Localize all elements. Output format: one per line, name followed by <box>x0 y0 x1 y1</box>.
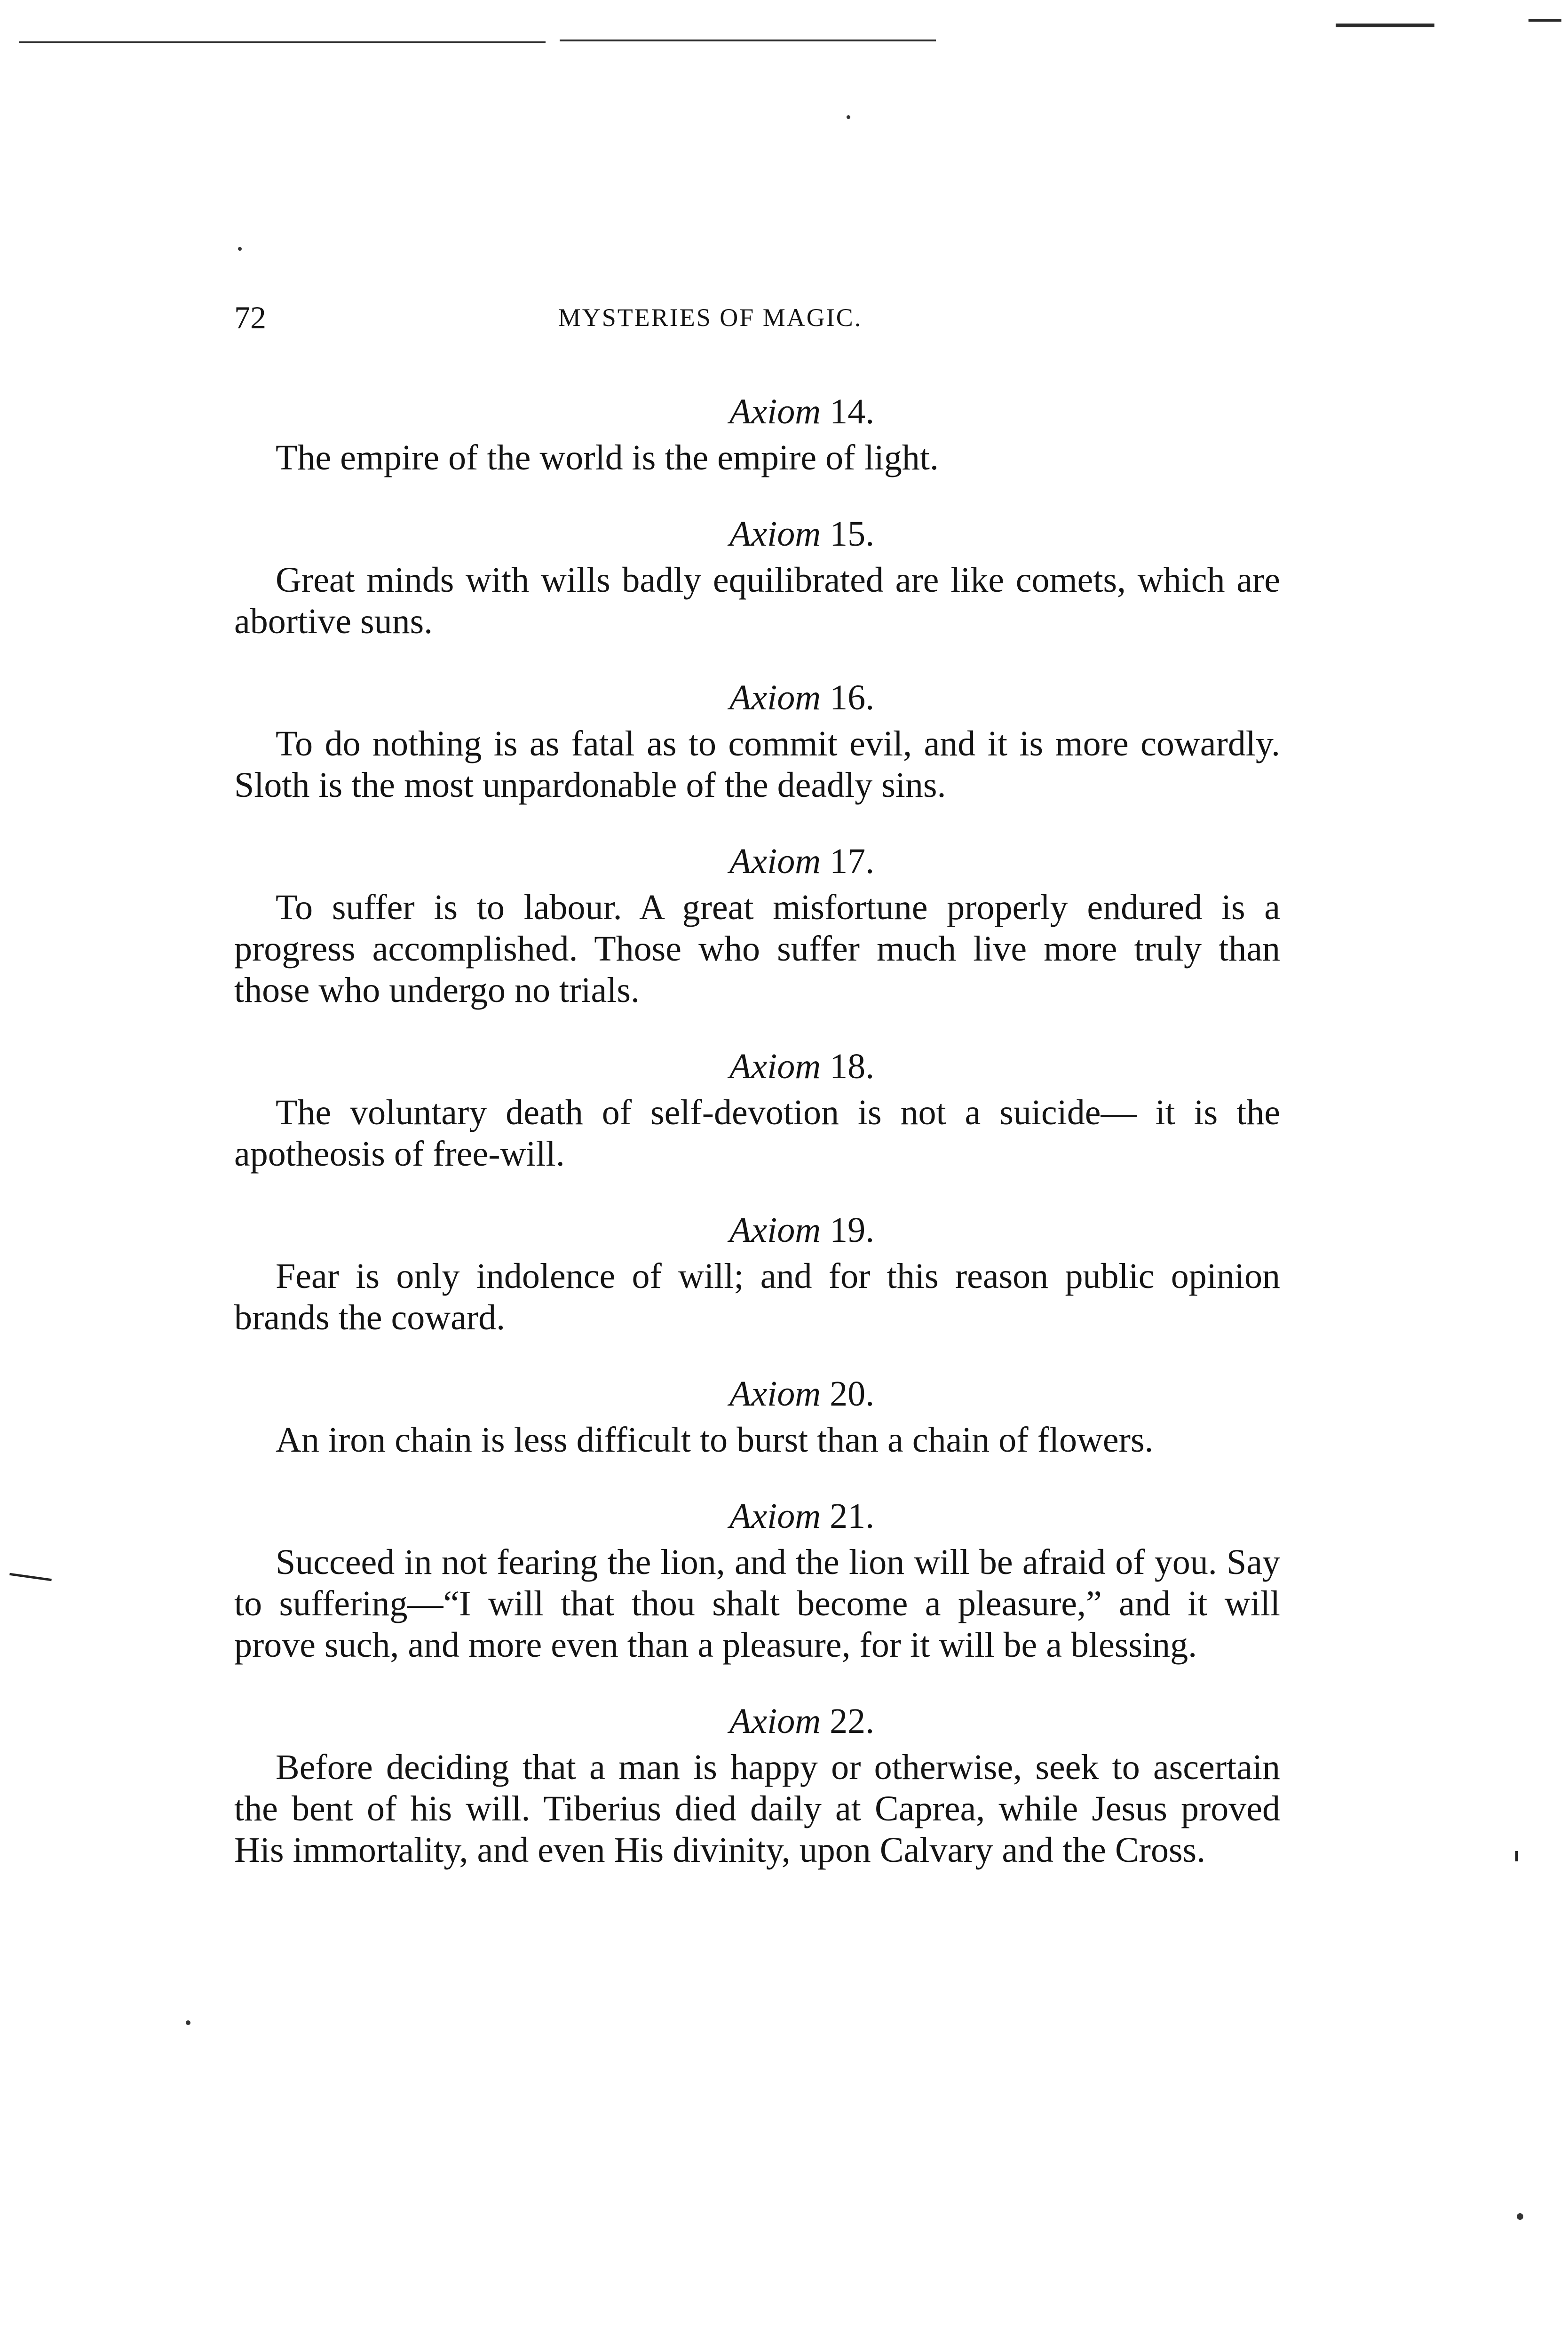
axiom-heading: Axiom 19. <box>729 1210 875 1250</box>
axiom-heading: Axiom 17. <box>729 842 875 881</box>
axiom-17 <box>234 838 1280 1011</box>
scan-artifact-line <box>19 41 546 43</box>
scan-artifact-line <box>1336 24 1434 27</box>
axiom-text: Succeed in not fearing the lion, and the lion will be afraid of you. Say to suffering—“I will that thou shalt become a pleasure,” and it will prove such, and more even than a pleasure, for it will be a blessing. <box>234 1542 1280 1665</box>
scan-artifact-dot <box>186 2020 190 2025</box>
axiom-14 <box>234 388 1280 478</box>
axiom-20 <box>234 1370 1280 1461</box>
axiom-heading: Axiom 16. <box>729 678 875 717</box>
axiom-heading: Axiom 21. <box>729 1496 875 1536</box>
axiom-text: The empire of the world is the empire of light. <box>276 438 939 477</box>
scan-artifact-margin-mark <box>1515 1851 1518 1861</box>
running-title: MYSTERIES OF MAGIC. <box>558 303 863 332</box>
axiom-16 <box>234 674 1280 806</box>
axiom-18 <box>234 1043 1280 1175</box>
axiom-list <box>234 388 1280 1903</box>
running-head <box>234 296 1280 339</box>
scan-artifact-dot <box>847 115 850 119</box>
axiom-heading: Axiom 20. <box>729 1374 875 1414</box>
axiom-text: To suffer is to labour. A great misfortune properly endured is a progress accomplished. Those who suffer much live more truly than those who undergo no trials. <box>234 888 1280 1010</box>
axiom-heading: Axiom 14. <box>729 392 875 431</box>
scan-artifact-line <box>1528 19 1561 22</box>
axiom-19 <box>234 1207 1280 1338</box>
axiom-text: Great minds with wills badly equilibrated are like comets, which are abortive suns. <box>234 560 1280 641</box>
axiom-heading: Axiom 15. <box>729 514 875 554</box>
axiom-text: The voluntary death of self-devotion is not a suicide— it is the apotheosis of free-will. <box>234 1093 1280 1174</box>
axiom-text: To do nothing is as fatal as to commit evil, and it is more cowardly. Sloth is the most unpardonable of the deadly sins. <box>234 724 1280 805</box>
axiom-text: Fear is only indolence of will; and for this reason public opinion brands the coward. <box>234 1256 1280 1337</box>
scan-artifact-margin-mark <box>9 1573 52 1581</box>
axiom-text: An iron chain is less difficult to burst than a chain of flowers. <box>276 1420 1154 1460</box>
page-number: 72 <box>234 300 266 335</box>
scan-artifact-line <box>560 40 936 41</box>
axiom-heading: Axiom 22. <box>729 1701 875 1741</box>
axiom-22 <box>234 1698 1280 1871</box>
axiom-heading: Axiom 18. <box>729 1047 875 1086</box>
scan-artifact-dot <box>1517 2213 1523 2220</box>
axiom-text: Before deciding that a man is happy or otherwise, seek to ascertain the bent of his will. Tiberius died daily at Caprea, while Jesus proved His immortality, and even His divinity, upon Calvary and the Cross. <box>234 1748 1280 1870</box>
scan-artifact-dot <box>238 247 242 251</box>
axiom-21 <box>234 1493 1280 1666</box>
axiom-15 <box>234 510 1280 642</box>
